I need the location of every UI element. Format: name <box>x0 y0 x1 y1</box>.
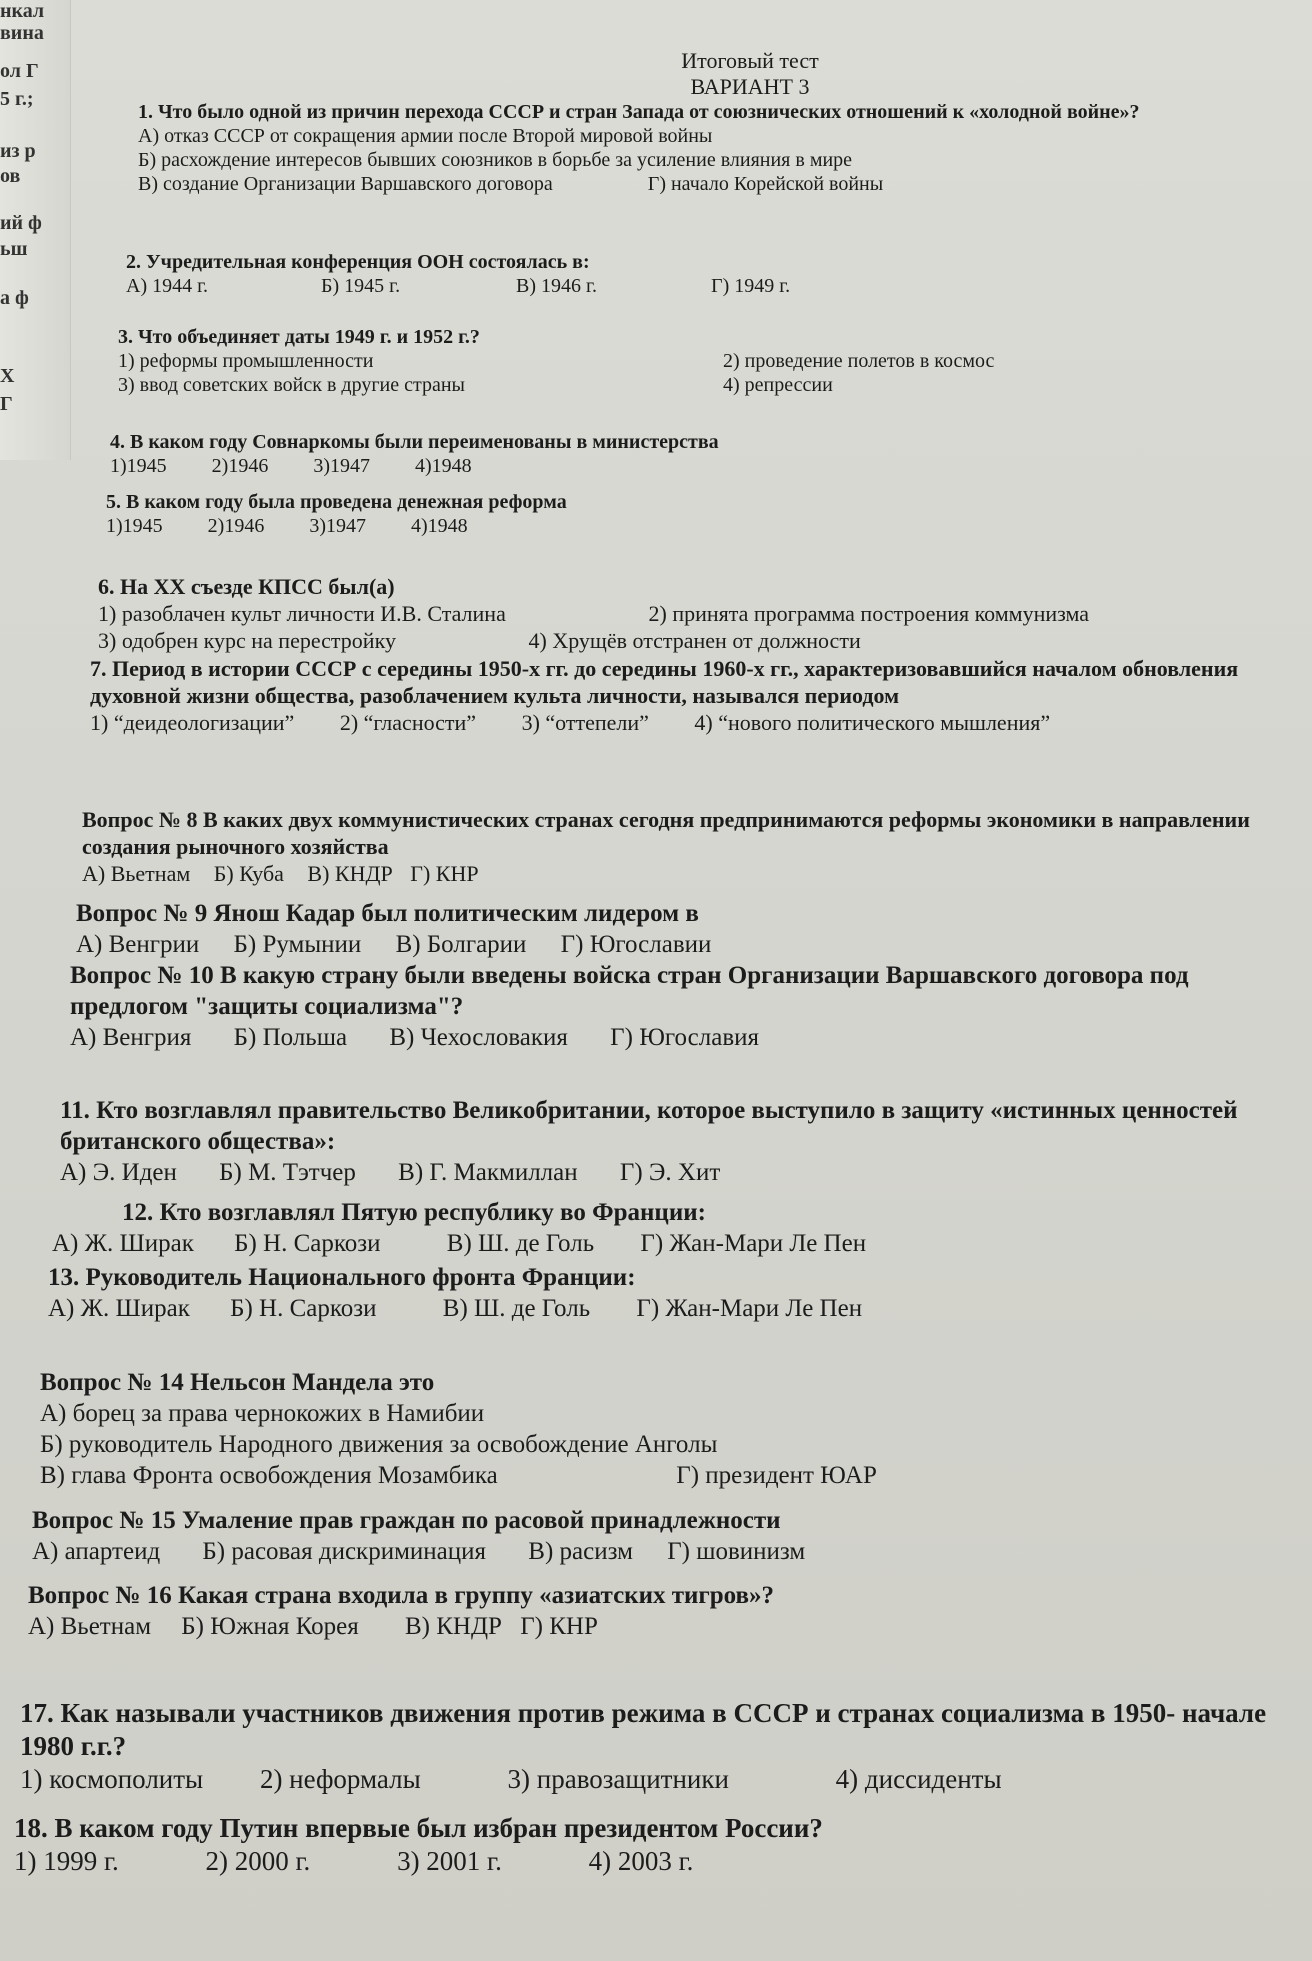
margin-fragment: ьш <box>0 238 28 260</box>
option: Г) шовинизм <box>667 1538 806 1565</box>
option: Б) Румынии <box>233 931 362 958</box>
option: 3)1947 <box>313 455 371 477</box>
option: 3) 2001 г. <box>397 1846 502 1876</box>
option-row <box>40 1460 877 1491</box>
option: 1) космополиты <box>20 1764 204 1794</box>
option: А) Венгрии <box>76 931 200 958</box>
option: 2) “гласности” <box>339 710 477 735</box>
option: А) борец за права чернокожих в Намибии <box>40 1400 485 1427</box>
option: А) апартеид <box>32 1538 161 1565</box>
margin-fragment: нкал <box>0 0 45 22</box>
option: В) Ш. де Голь <box>446 1230 595 1257</box>
question-5 <box>106 490 567 538</box>
option: А) Ж. Ширак <box>52 1230 194 1257</box>
option: 4) диссиденты <box>835 1764 1002 1794</box>
option: В) создание Организации Варшавского договора <box>138 173 553 195</box>
question-text: 7. Период в истории СССР с середины 1950-х гг. до середины 1960-х гг., характеризовавшийся началом обновления духовной жизни общества, разоблачением культа личности, назывался периодом <box>90 656 1239 708</box>
margin-fragment: ол Г <box>0 60 39 82</box>
option: 1) реформы промышленности <box>118 350 374 372</box>
option: 1)1945 <box>110 455 167 477</box>
test-variant: ВАРИАНТ 3 <box>690 74 810 99</box>
option: Г) КНР <box>520 1613 598 1640</box>
option: 1)1945 <box>106 515 163 537</box>
question-text: Вопрос № 16 Какая страна входила в группу «азиатских тигров»? <box>28 1582 775 1609</box>
margin-fragment: из р <box>0 140 36 162</box>
margin-fragment: Г <box>0 393 13 415</box>
option: Г) президент ЮАР <box>676 1462 877 1489</box>
question-text: 1. Что было одной из причин перехода СССР и стран Запада от союзнических отношений к «холодной войне»? <box>138 101 1140 123</box>
option: В) Г. Макмиллан <box>398 1159 578 1186</box>
options-row <box>118 349 994 373</box>
margin-fragment: 5 г.; <box>0 88 34 110</box>
options-row <box>82 860 1262 887</box>
options-row <box>20 1763 1300 1796</box>
question-13 <box>48 1262 902 1324</box>
question-text: 18. В каком году Путин впервые был избран президентом России? <box>14 1813 823 1843</box>
question-text: Вопрос № 8 В каких двух коммунистических странах сегодня предпринимаются реформы экономики в направлении создания рыночного хозяйства <box>82 807 1250 859</box>
options-row <box>60 1157 1305 1188</box>
option: 4) “нового политического мышления” <box>694 710 1051 735</box>
option: В) Болгарии <box>395 931 527 958</box>
margin-fragment: а ф <box>0 287 29 309</box>
question-3 <box>118 325 994 397</box>
option: Г) начало Корейской войны <box>647 173 884 195</box>
option: В) Чехословакия <box>389 1024 568 1051</box>
question-4 <box>110 430 719 478</box>
option: Г) Югославия <box>610 1024 759 1051</box>
options-row <box>90 709 1270 736</box>
option: 2) проведение полетов в космос <box>723 350 995 372</box>
test-header <box>600 48 900 100</box>
question-8 <box>82 806 1262 887</box>
option: Б) 1945 г. <box>321 275 401 297</box>
option: 3) одобрен курс на перестройку <box>98 628 396 653</box>
option: 1) “деидеологизации” <box>90 710 295 735</box>
option: А) Венгрия <box>70 1024 192 1051</box>
option: 2) неформалы <box>259 1764 421 1794</box>
question-12 <box>52 1197 906 1259</box>
option: 2)1946 <box>211 455 269 477</box>
option: 3)1947 <box>309 515 367 537</box>
options-row <box>98 627 1089 654</box>
question-text: 3. Что объединяет даты 1949 г. и 1952 г.? <box>118 326 480 348</box>
question-15 <box>32 1505 845 1567</box>
options-row <box>76 929 751 960</box>
question-7 <box>90 655 1270 736</box>
question-10 <box>70 960 1305 1053</box>
options-row <box>48 1293 902 1324</box>
option: 4)1948 <box>415 455 472 477</box>
option-row <box>138 172 1178 196</box>
question-text: 5. В каком году была проведена денежная реформа <box>106 491 567 513</box>
question-text: Вопрос № 10 В какую страну были введены войска стран Организации Варшавского договора под предлогом "защиты социализма"? <box>70 962 1189 1020</box>
option: 3) “оттепели” <box>521 710 649 735</box>
adjacent-page-edge <box>0 0 71 460</box>
question-text: 17. Как называли участников движения против режима в СССР и странах социализма в 1950- начале 1980 г.г.? <box>20 1698 1267 1761</box>
question-18 <box>14 1812 823 1878</box>
option: 1) разоблачен культ личности И.В. Сталина <box>98 601 506 626</box>
option: 3) ввод советских войск в другие страны <box>118 374 465 396</box>
option: Б) руководитель Народного движения за освобождение Анголы <box>40 1431 718 1458</box>
option: Б) расхождение интересов бывших союзников в борьбе за усиление влияния в мире <box>138 149 853 171</box>
question-text: 11. Кто возглавлял правительство Великобритании, которое выступило в защиту «истинных ценностей британского общества»: <box>60 1097 1238 1155</box>
option: А) Ж. Ширак <box>48 1295 190 1322</box>
question-11 <box>60 1095 1305 1188</box>
option: В) 1946 г. <box>516 275 597 297</box>
margin-fragment: X <box>0 365 15 387</box>
option: Б) Куба <box>213 861 284 886</box>
option: Б) Н. Саркози <box>234 1230 381 1257</box>
option: Б) расовая дискриминация <box>202 1538 487 1565</box>
option: 2) принята программа построения коммунизма <box>648 601 1090 626</box>
option: 4)1948 <box>411 515 468 537</box>
option: В) КНДР <box>405 1613 502 1640</box>
question-text: 4. В каком году Совнаркомы были переименованы в министерства <box>110 431 719 453</box>
option: Б) Польша <box>233 1024 348 1051</box>
options-row <box>98 600 1089 627</box>
option: Г) Югославии <box>560 931 712 958</box>
question-2 <box>126 250 830 298</box>
question-9 <box>76 898 751 960</box>
options-row <box>118 373 994 397</box>
margin-fragment: вина <box>0 22 44 44</box>
question-text: Вопрос № 15 Умаление прав граждан по расовой принадлежности <box>32 1507 781 1534</box>
option: А) 1944 г. <box>126 275 209 297</box>
options-row <box>110 454 719 478</box>
option: 2)1946 <box>207 515 265 537</box>
option: А) Вьетнам <box>82 861 191 886</box>
margin-fragment: ий ф <box>0 212 42 234</box>
option: Г) Жан-Мари Ле Пен <box>640 1230 867 1257</box>
options-row <box>28 1611 774 1642</box>
question-1 <box>138 100 1178 196</box>
question-6 <box>98 573 1089 654</box>
question-14 <box>40 1367 877 1491</box>
option: А) Вьетнам <box>28 1613 152 1640</box>
question-text: 6. На XX съезде КПСС был(а) <box>98 574 395 599</box>
question-17 <box>20 1697 1300 1796</box>
options-row <box>70 1022 1305 1053</box>
option: 4) Хрущёв отстранен от должности <box>528 628 861 653</box>
question-text: 13. Руководитель Национального фронта Франции: <box>48 1264 636 1291</box>
question-text: Вопрос № 9 Янош Кадар был политическим лидером в <box>76 900 699 927</box>
question-text: 2. Учредительная конференция ООН состоялась в: <box>126 251 590 273</box>
option: 1) 1999 г. <box>14 1846 119 1876</box>
option: Б) М. Тэтчер <box>219 1159 356 1186</box>
option: 4) 2003 г. <box>588 1846 694 1876</box>
options-row <box>126 274 830 298</box>
option: 4) репрессии <box>723 374 833 396</box>
margin-fragment: ов <box>0 165 21 187</box>
option: В) глава Фронта освобождения Мозамбика <box>40 1462 498 1489</box>
options-row <box>32 1536 845 1567</box>
options-row <box>52 1228 906 1259</box>
option: А) Э. Иден <box>60 1159 177 1186</box>
option: Б) Южная Корея <box>181 1613 359 1640</box>
test-title: Итоговый тест <box>681 48 819 73</box>
option: Г) Э. Хит <box>619 1159 721 1186</box>
options-row <box>106 514 567 538</box>
question-text: 12. Кто возглавлял Пятую республику во Франции: <box>122 1199 706 1226</box>
question-16 <box>28 1580 774 1642</box>
option: В) расизм <box>528 1538 633 1565</box>
option: Г) Жан-Мари Ле Пен <box>636 1295 863 1322</box>
option: В) Ш. де Голь <box>442 1295 591 1322</box>
option: В) КНДР <box>307 861 393 886</box>
option: Г) 1949 г. <box>711 275 791 297</box>
option: 2) 2000 г. <box>205 1846 311 1876</box>
options-row <box>14 1845 823 1878</box>
option: А) отказ СССР от сокращения армии после Второй мировой войны <box>138 125 713 147</box>
option: 3) правозащитники <box>507 1764 729 1794</box>
option: Б) Н. Саркози <box>230 1295 377 1322</box>
question-text: Вопрос № 14 Нельсон Мандела это <box>40 1369 435 1396</box>
option: Г) КНР <box>410 861 479 886</box>
